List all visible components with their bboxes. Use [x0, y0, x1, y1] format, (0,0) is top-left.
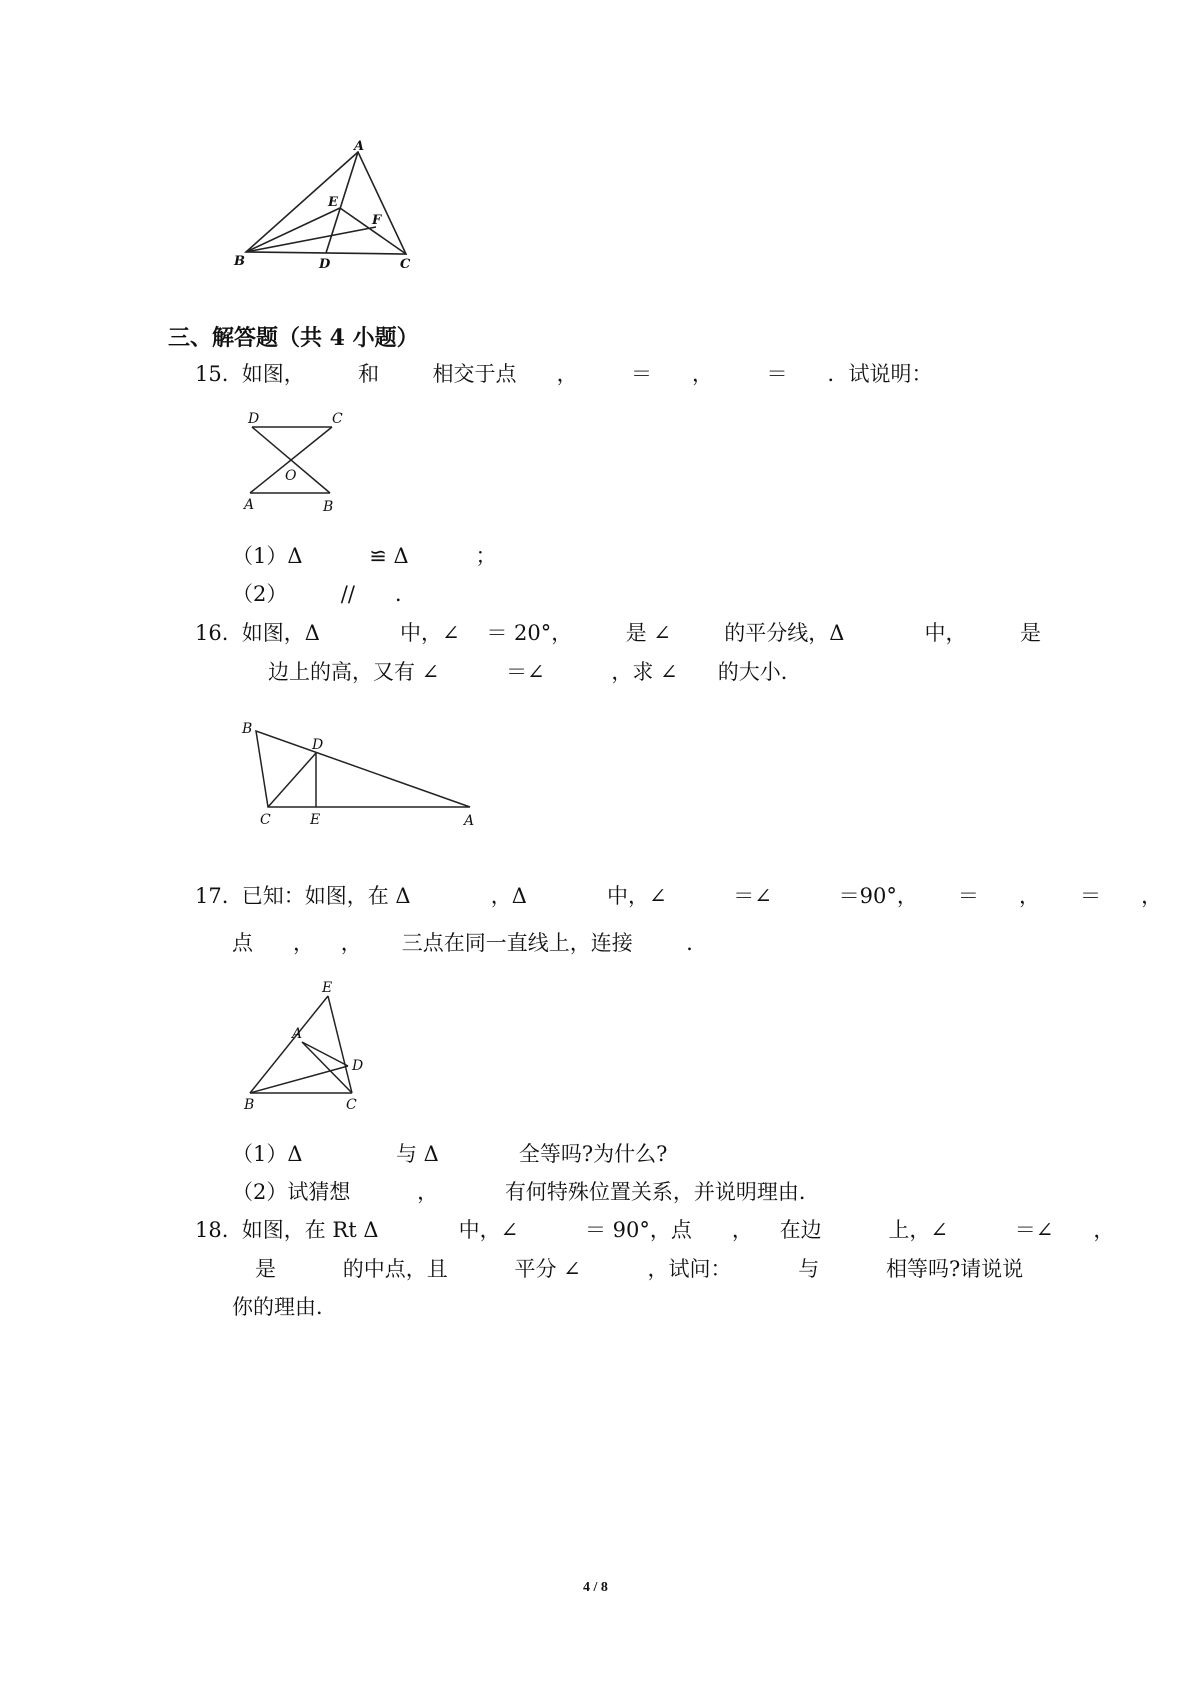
label-e: E: [310, 812, 321, 828]
label-a: A: [354, 139, 365, 154]
figure-14-svg: [230, 140, 430, 280]
label-f: F: [372, 213, 382, 228]
label-b: B: [242, 721, 253, 737]
figure-15-svg: [240, 405, 360, 515]
q18-line3: 你的理由．: [232, 1295, 337, 1319]
figure-15-crossed-triangles: [240, 405, 360, 515]
label-c: C: [346, 1097, 357, 1113]
q17-sub1: （1）Δ 与 Δ 全等吗?为什么?: [232, 1142, 668, 1166]
label-a: A: [464, 813, 475, 829]
q15-sub2: （2） // ．: [232, 582, 416, 606]
q16-line2: 边上的高，又有 ∠ ＝∠ ，求 ∠ 的大小．: [268, 660, 802, 684]
label-b: B: [323, 499, 334, 515]
label-c: C: [400, 257, 411, 272]
q18-line1: 18. 如图，在 Rt Δ 中，∠ ＝ 90°，点 ， 在边 上，∠ ＝∠ ，: [195, 1218, 1115, 1242]
figure-16-svg: [240, 715, 490, 835]
page-number: 4 / 8: [583, 1580, 608, 1595]
label-a: A: [244, 497, 255, 513]
q17-line1: 17. 已知：如图，在 Δ ，Δ 中，∠ ＝∠ ＝90°， ＝ ， ＝ ，: [195, 884, 1163, 908]
q17-line2: 点 ， ， 三点在同一直线上，连接 ．: [232, 931, 708, 955]
label-c: C: [332, 411, 343, 427]
label-d: D: [319, 257, 331, 272]
label-d: D: [312, 737, 324, 753]
label-d: D: [352, 1058, 364, 1074]
figure-14-triangle: [230, 140, 430, 280]
label-e: E: [322, 980, 333, 996]
q15-sub1: （1）Δ ≌ Δ ；: [232, 544, 497, 568]
section-title: 三、解答题（共 4 小题）: [168, 325, 419, 351]
q15-text: 15. 如图， 和 相交于点 ， ＝ ， ＝ ．试说明：: [195, 362, 933, 386]
figure-17-triangles: [240, 978, 380, 1113]
label-b: B: [244, 1097, 255, 1113]
label-d: D: [248, 411, 260, 427]
figure-17-svg: [240, 978, 380, 1113]
q17-sub2: （2）试猜想 ， 有何特殊位置关系，并说明理由．: [232, 1180, 820, 1204]
q16-line1: 16. 如图，Δ 中，∠ ＝ 20°， 是 ∠ 的平分线，Δ 中， 是: [195, 621, 1041, 645]
label-o: O: [285, 468, 297, 484]
label-a: A: [292, 1026, 303, 1042]
label-c: C: [260, 812, 271, 828]
figure-16-triangle: [240, 715, 490, 835]
label-b: B: [234, 254, 245, 269]
label-e: E: [328, 195, 338, 210]
q18-line2: 是 的中点，且 平分 ∠ ，试问： 与 相等吗?请说说: [255, 1257, 1024, 1281]
